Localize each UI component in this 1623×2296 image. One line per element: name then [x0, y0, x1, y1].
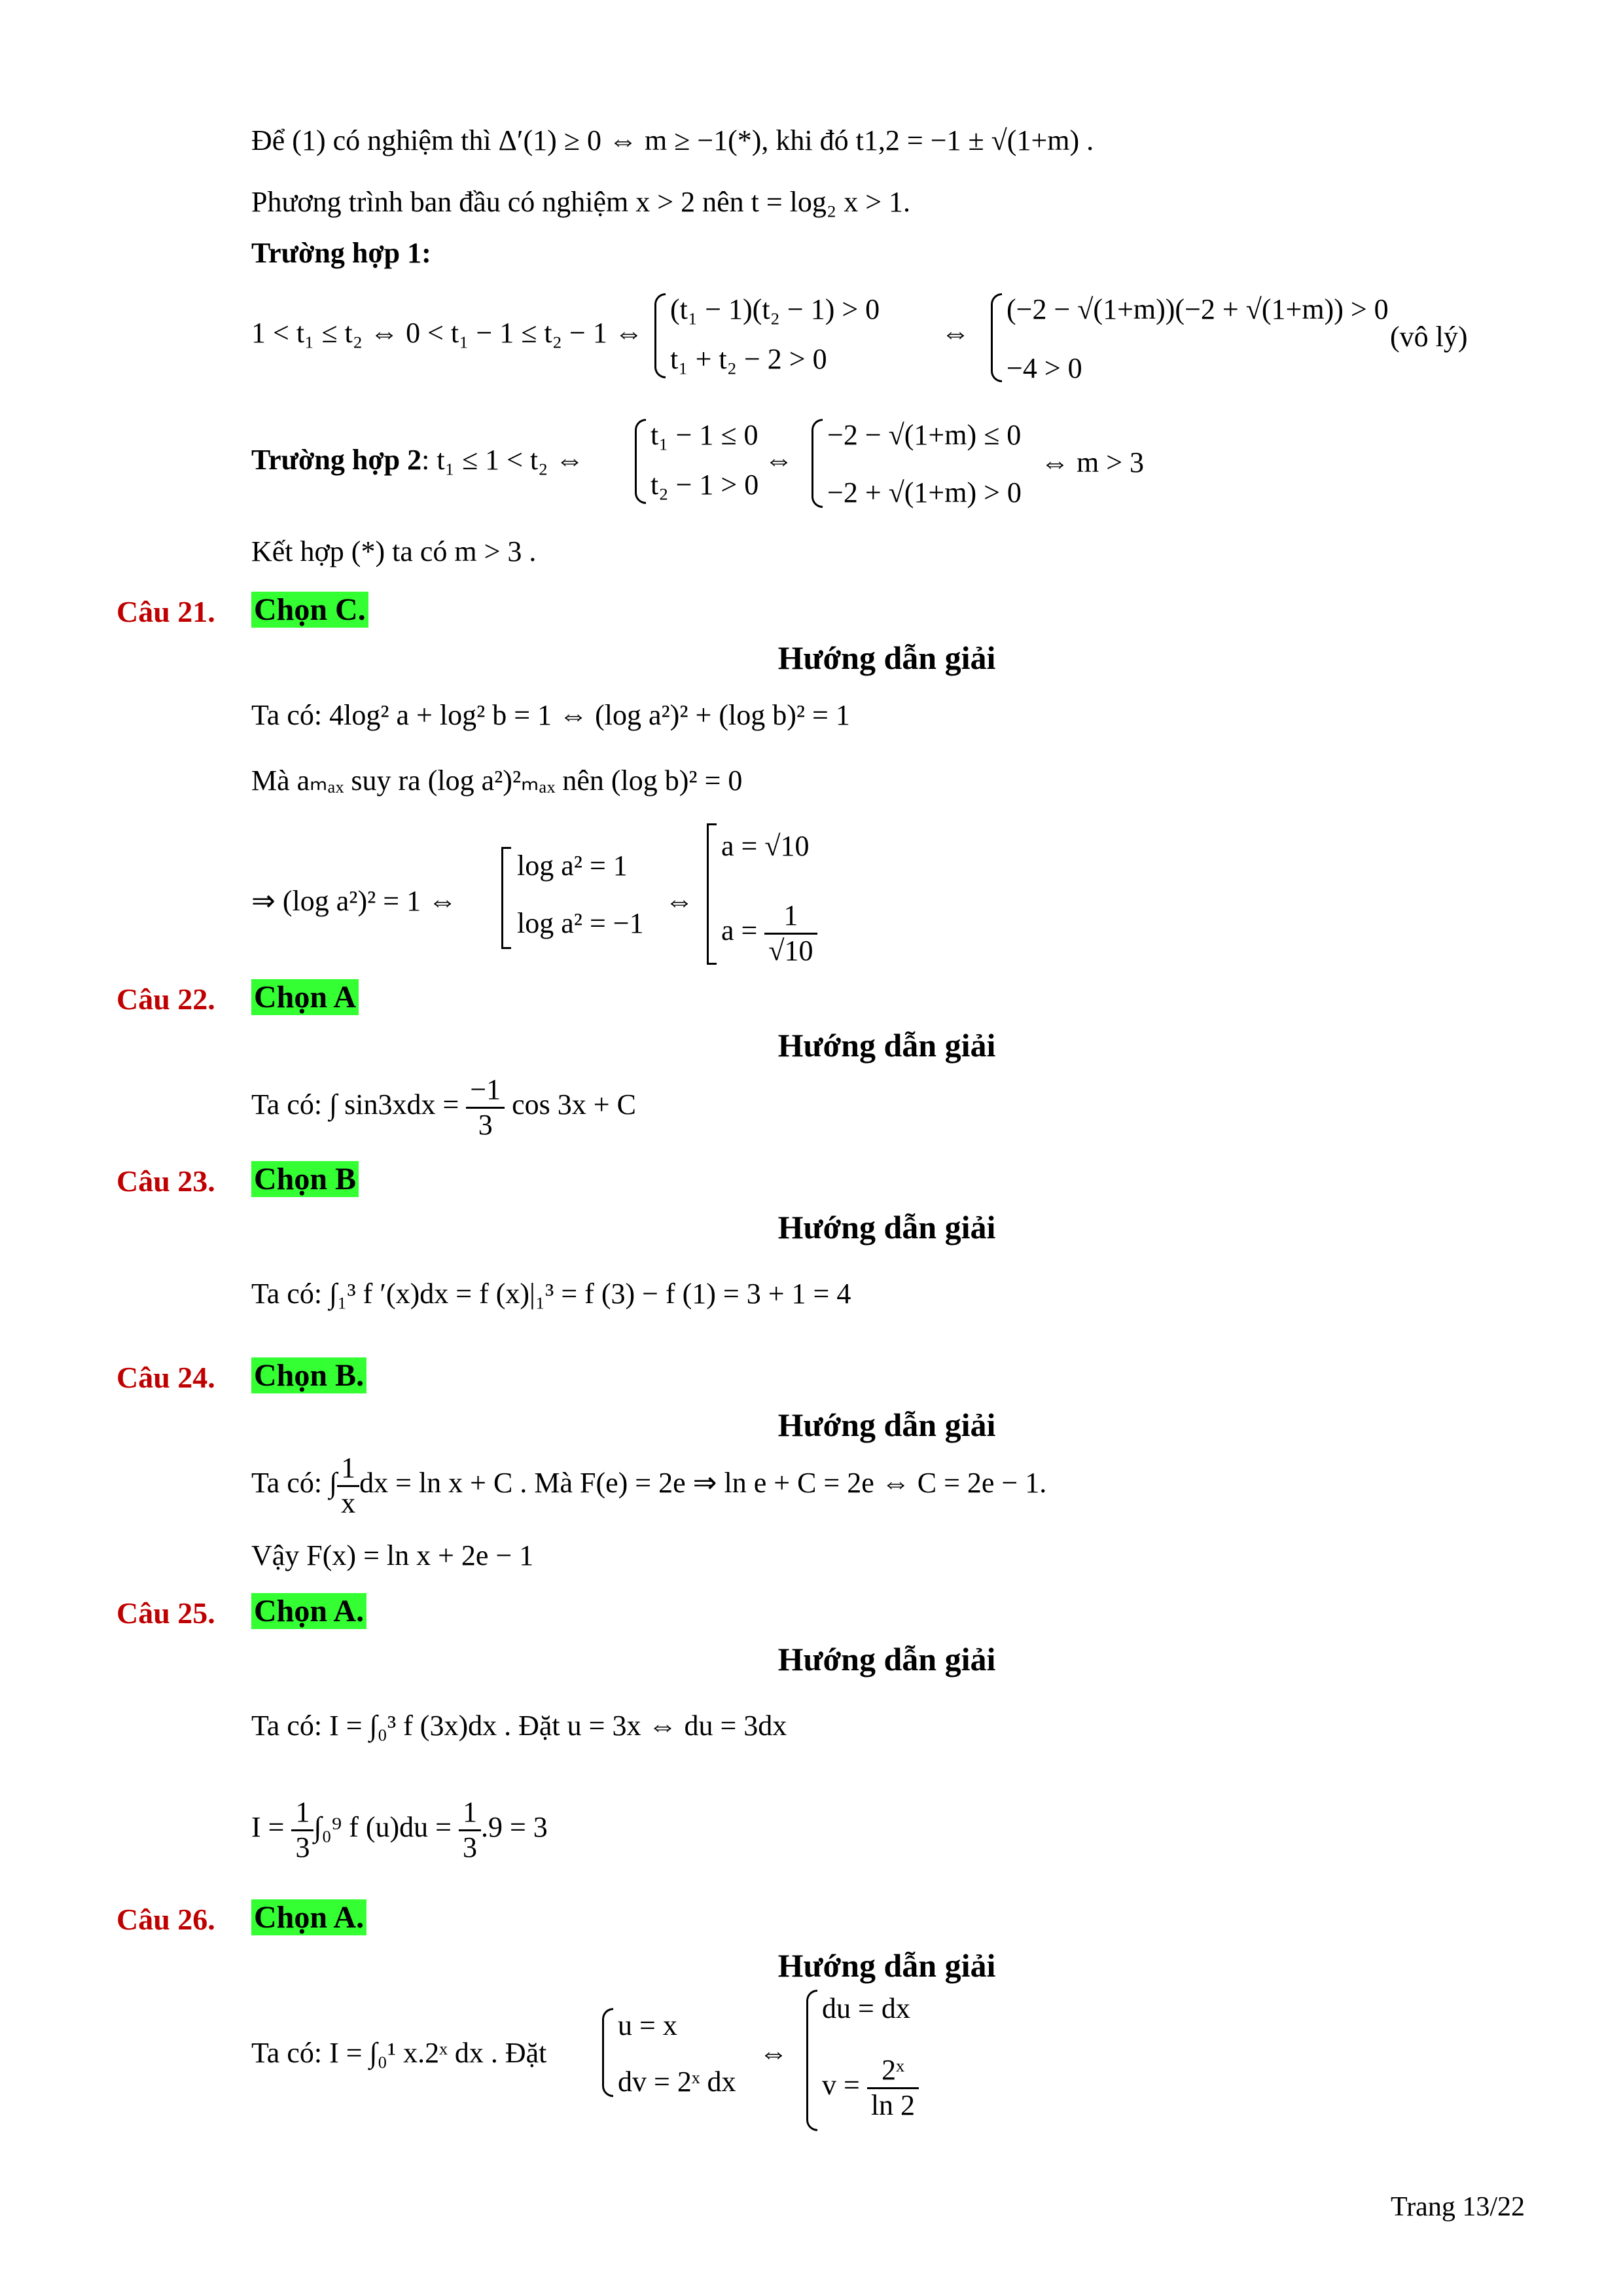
case1-lhs: 1 < t₁ ≤ t₂ ⇔ 0 < t₁ − 1 ≤ t₂ − 1 ⇔	[251, 317, 643, 349]
case2-line: Trường hợp 2: t₁ ≤ 1 < t₂ ⇔	[251, 444, 584, 476]
q24-line-1: Ta có: ∫ $\frac{1}{x}$ dx = ln x + C . Mà F(e) = 2e ⇒ ln e + C = 2e ⇔ C = 2e − 1.	[251, 1452, 1047, 1519]
q21-result-1: a = √10	[721, 830, 810, 862]
case1-note: (vô lý)	[1390, 321, 1468, 353]
equiv-sign: ⇔	[764, 444, 793, 476]
case2-sys1-a: t₁ − 1 ≤ 0	[651, 419, 758, 451]
case1-label: Trường hợp 1:	[251, 237, 431, 269]
section-heading: Hướng dẫn giải	[777, 639, 996, 676]
question-label: Câu 26.	[116, 1903, 215, 1936]
question-label: Câu 21.	[116, 595, 215, 628]
section-heading: Hướng dẫn giải	[777, 1641, 996, 1677]
q25-line-1: Ta có: I = ∫₀³ f (3x)dx . Đặt u = 3x ⇔ du = 3dx	[251, 1710, 787, 1742]
answer-badge: Chọn A.	[251, 1593, 366, 1629]
equiv-sign: ⇔	[665, 885, 694, 917]
q21-line-3: ⇒ (log a²)² = 1 ⇔	[251, 885, 457, 917]
q23-line-1: Ta có: ∫₁³ f ′(x)dx = f (x)|₁³ = f (3) − f (1) = 3 + 1 = 4	[251, 1278, 851, 1310]
q24-line-2: Vậy F(x) = ln x + 2e − 1	[251, 1539, 534, 1571]
intro-line-2: Phương trình ban đầu có nghiệm x > 2 nên t = log₂ x > 1.	[251, 186, 911, 218]
brace	[812, 419, 823, 508]
q26-sys1-a: u = x	[618, 2009, 677, 2041]
intro-line-1: Để (1) có nghiệm thì Δ′(1) ≥ 0 ⇔ m ≥ −1(*), khi đó t1,2 = −1 ± √(1+m) .	[251, 124, 1094, 156]
question-label: Câu 23.	[116, 1164, 215, 1198]
case2-sys1-b: t₂ − 1 > 0	[651, 469, 759, 501]
case2-sys2-b: −2 + √(1+m) > 0	[827, 476, 1022, 509]
page-number: Trang 13/22	[1391, 2192, 1525, 2222]
brace	[635, 419, 646, 504]
case2-sys2-a: −2 − √(1+m) ≤ 0	[827, 419, 1022, 451]
q21-case-1: log a² = 1	[517, 850, 628, 882]
q26-sys2-b: v = $\frac{\text{2ˣ}}{\ln 2}$	[822, 2054, 919, 2122]
equiv-sign: ⇔	[759, 2037, 788, 2069]
case2-result: ⇔ m > 3	[1041, 446, 1145, 478]
brace	[991, 293, 1002, 382]
q26-line-1: Ta có: I = ∫₀¹ x.2ˣ dx . Đặt	[251, 2037, 547, 2069]
bracket	[707, 823, 717, 965]
q22-line-1: Ta có: ∫ sin3xdx = $\frac{-1}{3}$ cos 3x + C	[251, 1073, 636, 1141]
answer-badge: Chọn A.	[251, 1899, 366, 1935]
answer-badge: Chọn A	[251, 979, 359, 1015]
equiv-sign: ⇔	[941, 317, 970, 349]
answer-badge: Chọn B	[251, 1161, 359, 1197]
section-heading: Hướng dẫn giải	[777, 1947, 996, 1984]
answer-badge: Chọn C.	[251, 592, 368, 628]
answer-badge: Chọn B.	[251, 1357, 366, 1393]
q21-case-2: log a² = −1	[517, 907, 644, 939]
case1-sys1-a: (t₁ − 1)(t₂ − 1) > 0	[670, 293, 880, 325]
q26-sys1-b: dv = 2ˣ dx	[618, 2066, 736, 2098]
q26-sys2-a: du = dx	[822, 1992, 910, 2024]
case1-sys1-b: t₁ + t₂ − 2 > 0	[670, 343, 827, 375]
case1-sys2-a: (−2 − √(1+m))(−2 + √(1+m)) > 0	[1007, 293, 1389, 325]
q21-result-2: a = $\frac{1}{√10}$	[721, 899, 817, 967]
q25-line-2: I = $\frac{1}{3}$ ∫₀⁹ f (u)du = $\frac{1}{3}$ .9 = 3	[251, 1796, 548, 1863]
brace	[806, 1990, 817, 2131]
combine-line: Kết hợp (*) ta có m > 3 .	[251, 535, 537, 567]
section-heading: Hướng dẫn giải	[777, 1407, 996, 1443]
q21-line-1: Ta có: 4log² a + log² b = 1 ⇔ (log a²)² + (log b)² = 1	[251, 699, 850, 731]
question-label: Câu 25.	[116, 1596, 215, 1630]
question-label: Câu 24.	[116, 1361, 215, 1394]
brace	[654, 293, 666, 378]
section-heading: Hướng dẫn giải	[777, 1209, 996, 1246]
q21-line-2: Mà aₘₐₓ suy ra (log a²)²ₘₐₓ nên (log b)² = 0	[251, 764, 743, 797]
section-heading: Hướng dẫn giải	[777, 1027, 996, 1064]
case1-sys2-b: −4 > 0	[1007, 352, 1082, 384]
brace	[602, 2008, 613, 2097]
question-label: Câu 22.	[116, 982, 215, 1016]
bracket	[501, 847, 511, 949]
